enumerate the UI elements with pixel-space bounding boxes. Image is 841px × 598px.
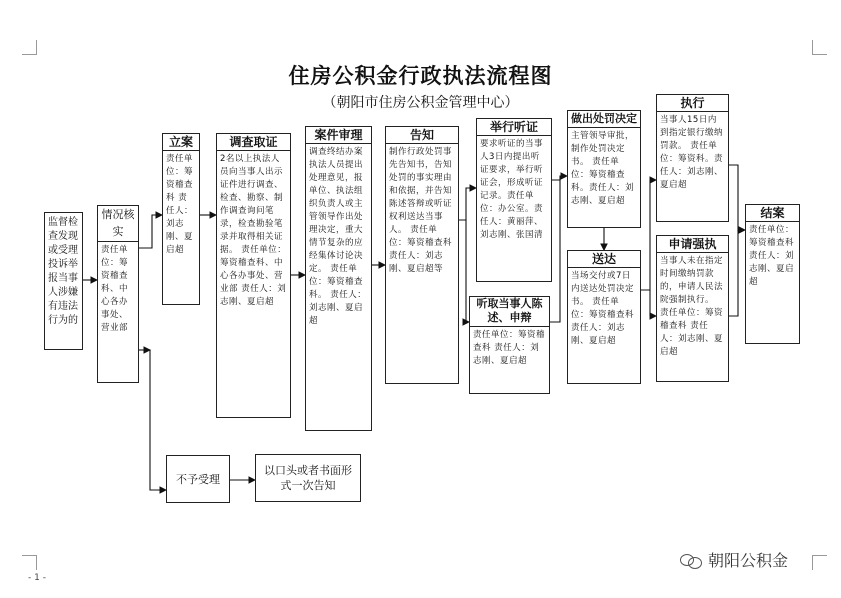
node-hearing bbox=[476, 118, 552, 282]
node-start bbox=[44, 212, 83, 350]
arrow-enforce-to-close bbox=[729, 230, 738, 316]
node-decide bbox=[567, 110, 641, 228]
node-review-header: 案件审理 bbox=[306, 127, 371, 144]
arrow-execute-to-close bbox=[729, 165, 745, 230]
node-deliver bbox=[567, 250, 641, 384]
node-investigate bbox=[216, 133, 291, 418]
node-inform bbox=[255, 454, 361, 502]
node-execute bbox=[656, 94, 729, 222]
node-statement bbox=[469, 296, 550, 394]
node-enforce-body: 当事人未在指定时间缴纳罚款的，申请人民法院强制执行。 责任单位：筹资稽查科 责任人：刘志刚、夏启超 bbox=[660, 256, 724, 357]
diagram-title: 住房公积金行政执法流程图 bbox=[288, 63, 553, 88]
arrow-deliver-to-execute bbox=[641, 180, 656, 290]
node-register-header: 立案 bbox=[163, 134, 199, 151]
watermark bbox=[680, 548, 788, 571]
arrow-verify-to-register bbox=[139, 215, 162, 248]
node-verify-header: 情况核实 bbox=[98, 206, 138, 242]
node-reject bbox=[166, 455, 230, 503]
node-review-body: 调查终结办案执法人员提出处理意见，报单位、执法组织负责人或主管领导作出处理决定，重大情节复杂的应经集体讨论决定。 责任单位：筹资稽查科。 责任人：刘志刚、夏启超 bbox=[309, 147, 367, 326]
diagram-subtitle: （朝阳市住房公积金管理中心） bbox=[322, 95, 519, 111]
node-investigate-header: 调查取证 bbox=[217, 134, 290, 151]
node-decide-body: 主管领导审批，制作处罚决定书。 责任单位：筹资稽查科。责任人：刘志刚、夏启超 bbox=[571, 131, 635, 206]
chat-bubbles-icon bbox=[680, 552, 702, 568]
node-register bbox=[162, 133, 200, 305]
node-statement-header: 听取当事人陈述、申辩 bbox=[470, 297, 549, 327]
node-execute-body: 当事人15日内到指定银行缴纳罚款。 责任单位：筹资科。责任人：刘志刚、夏启超 bbox=[660, 115, 724, 190]
node-deliver-header: 送达 bbox=[568, 251, 640, 268]
arrow-notify-to-hearing bbox=[459, 188, 476, 220]
node-enforce bbox=[656, 235, 729, 382]
node-notify-body: 制作行政处罚事先告知书，告知处罚的事实理由和依据，并告知陈述答辩或听证权利送达当事人。 责任单位：筹资稽查科 责任人：刘志刚、夏启超等 bbox=[389, 147, 453, 274]
arrow-hearing-to-decide bbox=[552, 176, 567, 180]
node-statement-body: 责任单位：筹资稽查科 责任人：刘志刚、夏启超 bbox=[473, 330, 546, 366]
node-verify bbox=[97, 205, 139, 383]
node-verify-body: 责任单位：筹资稽查科、中心各办事处、营业部 bbox=[101, 245, 129, 333]
node-start-text: 监督检查发现或受理投诉举报当事人涉嫌有违法行为的 bbox=[48, 217, 78, 326]
node-reject-text: 不予受理 bbox=[176, 472, 220, 486]
node-deliver-body: 当场交付或7日内送达处罚决定书。 责任单位：筹资稽查科 责任人：刘志刚、夏启超 bbox=[571, 271, 635, 346]
watermark-text: 朝阳公积金 bbox=[708, 551, 789, 570]
node-hearing-header: 举行听证 bbox=[477, 119, 551, 136]
page-number: - 1 - bbox=[28, 573, 46, 583]
node-close-body: 责任单位：筹资稽查科 责任人：刘志刚、夏启超 bbox=[749, 225, 795, 287]
node-decide-header: 做出处罚决定 bbox=[568, 111, 640, 128]
node-close bbox=[745, 204, 800, 344]
node-close-header: 结案 bbox=[746, 205, 799, 222]
node-enforce-header: 申请强执 bbox=[657, 236, 728, 253]
node-investigate-body: 2名以上执法人员向当事人出示证件进行调查、检查、勘察、制作调查询问笔录，检查勘验笔录并取得相关证据。 责任单位：筹资稽查科、中心各办事处、营业部 责任人：刘志刚、夏启超 bbox=[220, 154, 287, 307]
node-inform-text: 以口头或者书面形式一次告知 bbox=[264, 464, 352, 492]
node-execute-header: 执行 bbox=[657, 95, 728, 112]
node-hearing-body: 要求听证的当事人3日内提出听证要求，举行听证会，形成听证记录。责任单位：办公室。责任人：黄丽萍、刘志刚、张国清 bbox=[480, 139, 544, 240]
node-review bbox=[305, 126, 372, 431]
node-notify-header: 告知 bbox=[386, 127, 458, 144]
arrow-verify-to-reject bbox=[139, 350, 166, 490]
node-register-body: 责任单位：筹资稽查科 责任人：刘志刚、夏启超 bbox=[166, 154, 194, 255]
node-notify bbox=[385, 126, 459, 384]
